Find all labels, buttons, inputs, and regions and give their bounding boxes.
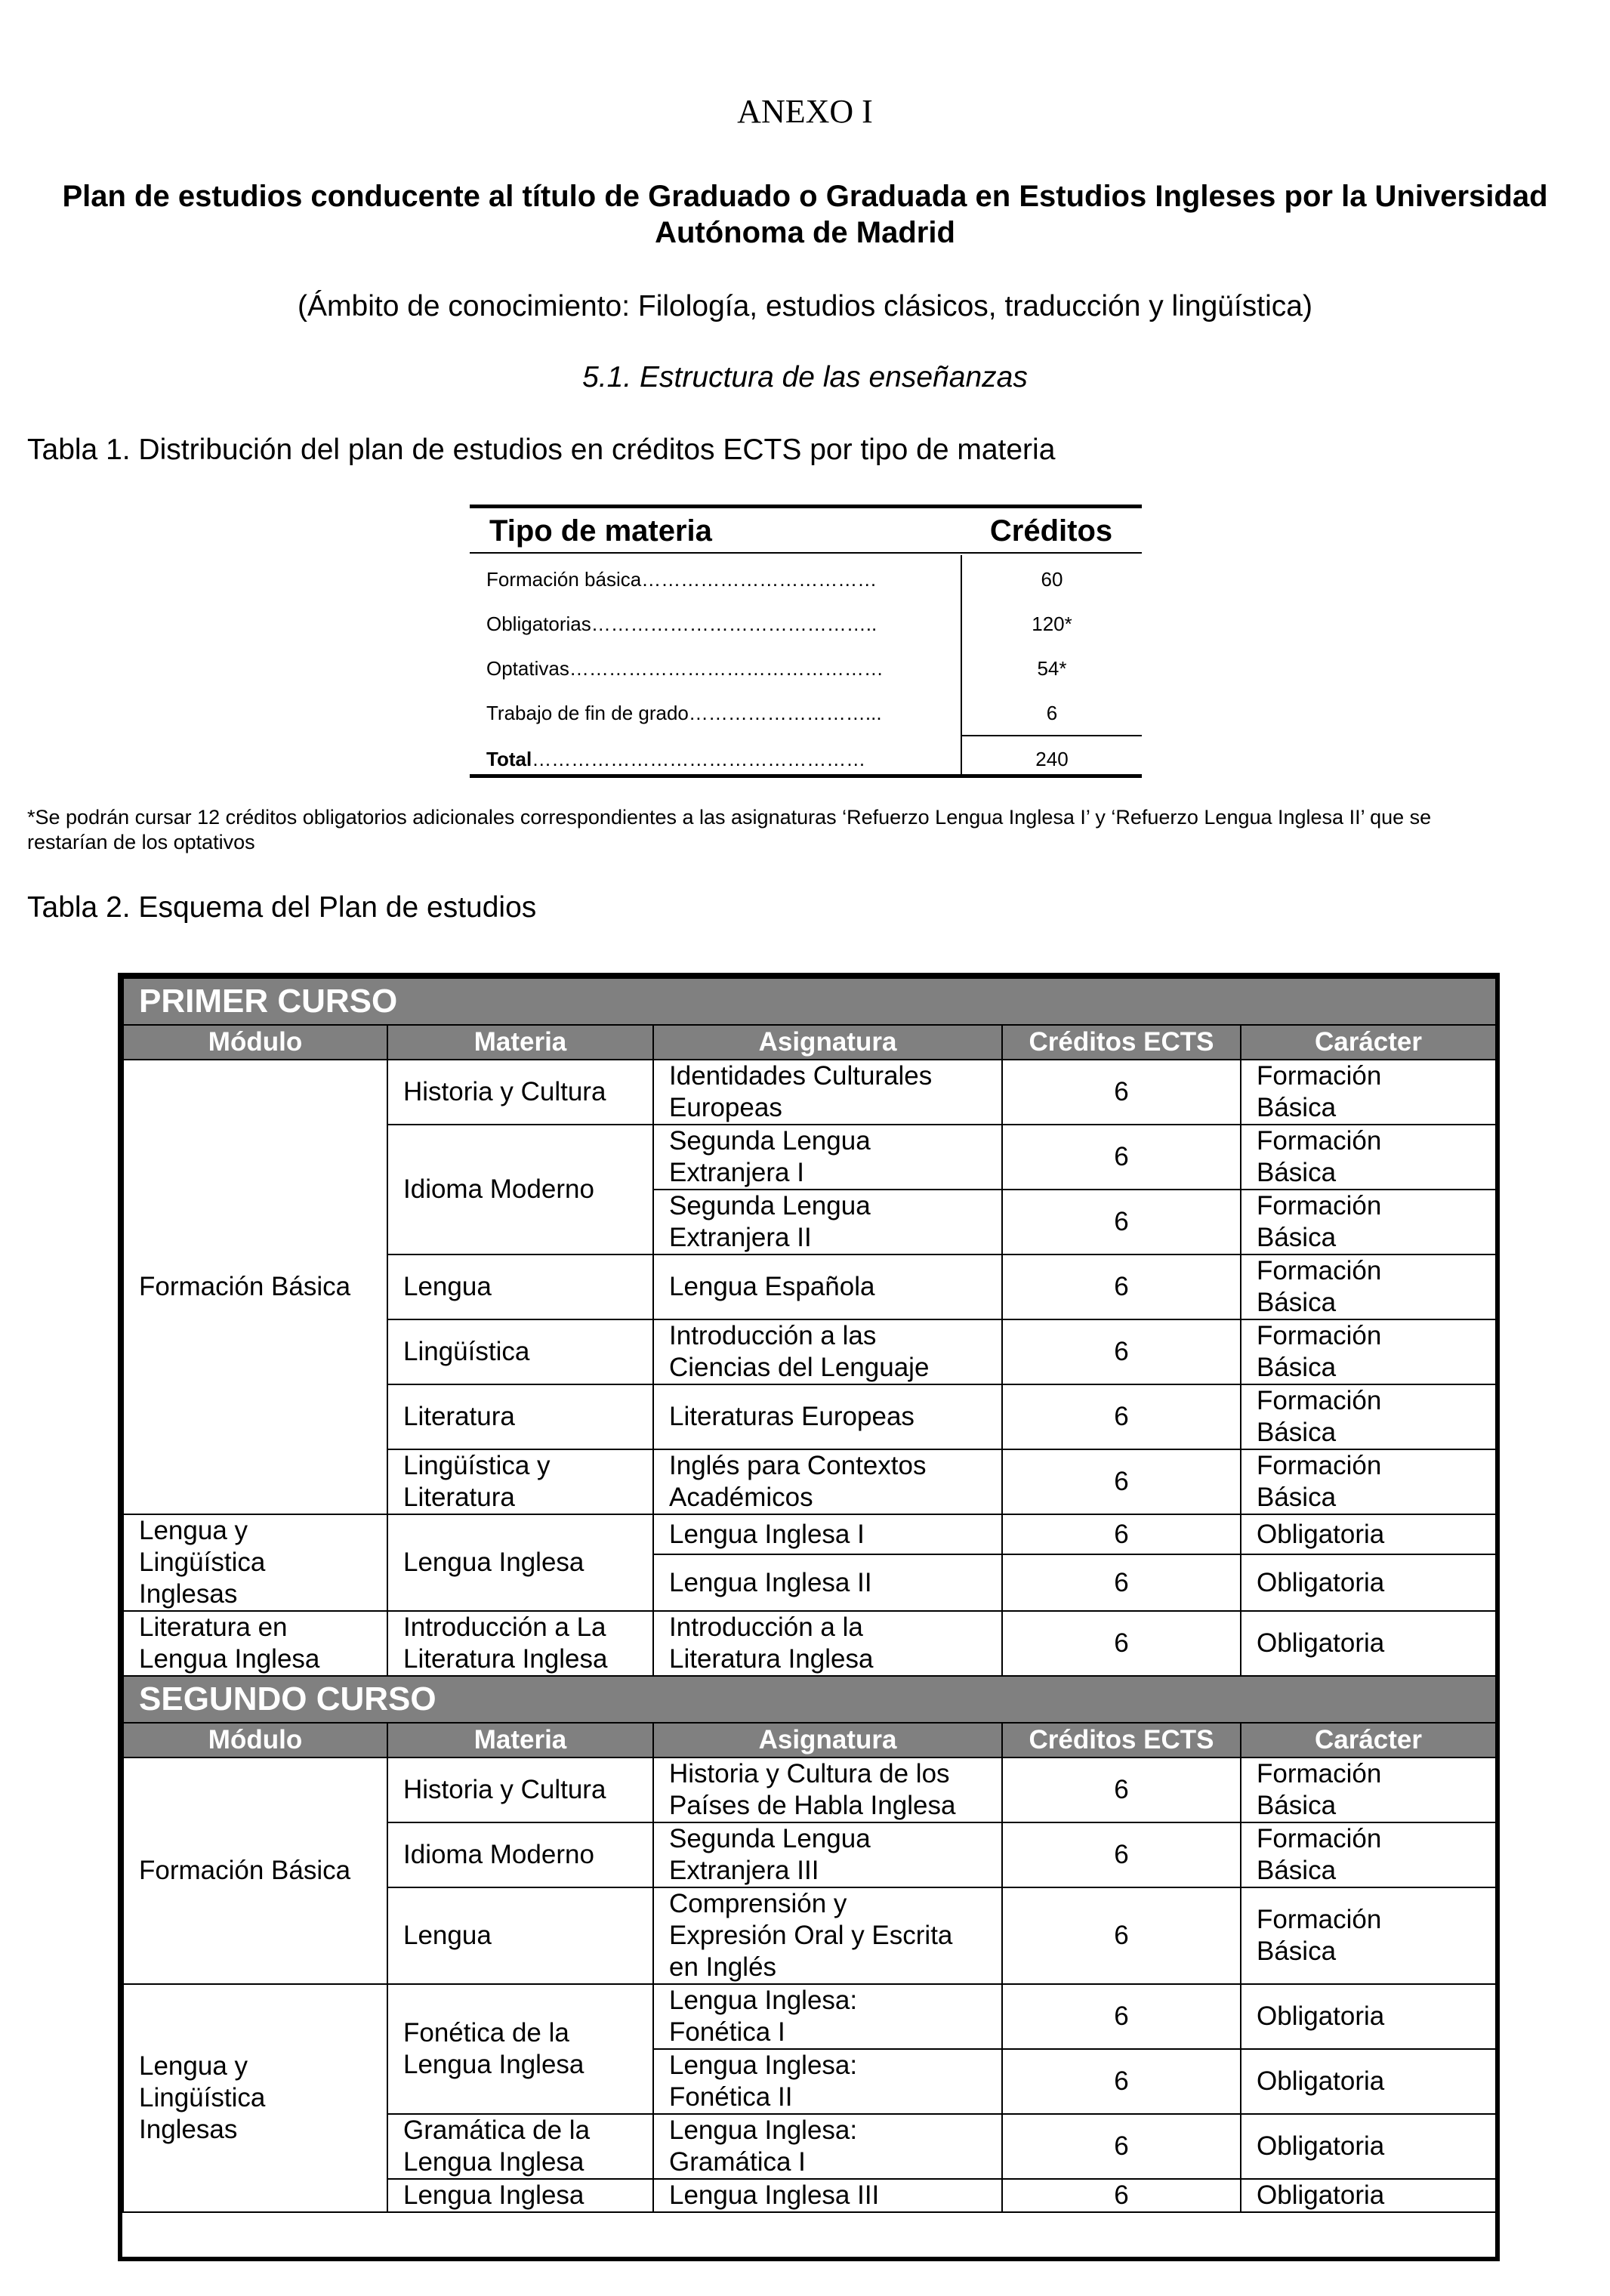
col-creditos: Créditos <box>989 514 1113 548</box>
modulo-formacion-basica: Formación Básica <box>123 1757 387 1984</box>
table-row: Segunda Lengua Extranjera II 6 Formación Básica <box>123 1190 1496 1254</box>
table-row: Lingüística y Literatura Inglés para Contextos Académicos 6 Formación Básica <box>123 1449 1496 1514</box>
table1-row: Obligatorias…………………………………….. 120* <box>486 613 1072 635</box>
col-tipo-materia: Tipo de materia <box>489 514 712 548</box>
title-line-2: Autónoma de Madrid <box>655 216 955 249</box>
document-title <box>23 178 1587 251</box>
table-row: Formación Básica Historia y Cultura Historia y Cultura de los Países de Habla Inglesa 6 Formación Básica <box>123 1757 1496 1822</box>
total-label: Total <box>486 748 532 770</box>
modulo-literatura: Literatura en Lengua Inglesa <box>123 1611 387 1676</box>
annex-title: ANEXO I <box>737 93 873 130</box>
table-row: Literatura en Lengua Inglesa Introducción a La Literatura Inglesa Introducción a la Literatura Inglesa 6 Obligatoria <box>123 1611 1496 1676</box>
knowledge-scope: (Ámbito de conocimiento: Filología, estudios clásicos, traducción y lingüística) <box>298 290 1312 322</box>
table2-caption: Tabla 2. Esquema del Plan de estudios <box>27 891 537 924</box>
modulo-formacion-basica: Formación Básica <box>123 1060 387 1514</box>
table-row: Formación Básica Historia y Cultura Identidades Culturales Europeas 6 Formación Básica <box>123 1060 1496 1125</box>
title-line-1: Plan de estudios conducente al título de Graduado o Graduada en Estudios Ingleses por la Universidad <box>62 180 1548 213</box>
segundo-curso-band: SEGUNDO CURSO <box>123 1676 1496 1723</box>
credits-distribution-table <box>470 505 1142 778</box>
modulo-lengua-linguistica: Lengua y Lingüística Inglesas <box>123 1514 387 1611</box>
table1-caption: Tabla 1. Distribución del plan de estudios en créditos ECTS por tipo de materia <box>27 434 1056 466</box>
footnote: *Se podrán cursar 12 créditos obligatorios adicionales correspondientes a las asignaturas ‘Refuerzo Lengua Inglesa I’ y ‘Refuerzo Lengua Inglesa II’ que se restarían de los optativos <box>27 806 1432 853</box>
column-header-row: Módulo Materia Asignatura Créditos ECTS Carácter <box>123 1723 1496 1757</box>
study-plan-table <box>118 973 1500 2261</box>
table-row: Idioma Moderno Segunda Lengua Extranjera I 6 Formación Básica <box>123 1125 1496 1190</box>
table1-row: Trabajo de fin de grado………………………... 6 <box>486 702 1058 724</box>
table-row: Literatura Literaturas Europeas 6 Formación Básica <box>123 1384 1496 1449</box>
table-row: Lengua Comprensión y Expresión Oral y Escrita en Inglés 6 Formación Básica <box>123 1887 1496 1984</box>
table-row: Lengua y Lingüística Inglesas Lengua Inglesa Lengua Inglesa I 6 Obligatoria <box>123 1514 1496 1554</box>
table1-row: Optativas………………………………………… 54* <box>486 657 1067 680</box>
modulo-lengua-linguistica: Lengua y Lingüística Inglesas <box>123 1984 387 2212</box>
column-header-row: Módulo Materia Asignatura Créditos ECTS Carácter <box>123 1025 1496 1060</box>
table-row: Gramática de la Lengua Inglesa Lengua Inglesa: Gramática I 6 Obligatoria <box>123 2114 1496 2179</box>
table-row: Lengua Inglesa Lengua Inglesa III 6 Obligatoria <box>123 2179 1496 2212</box>
table-row: Lengua y Lingüística Inglesas Fonética de la Lengua Inglesa Lengua Inglesa: Fonética I 6 Obligatoria <box>123 1984 1496 2049</box>
table1-row: Formación básica……………………………… 60 <box>486 568 1063 591</box>
table-row: Lengua Lengua Española 6 Formación Básica <box>123 1254 1496 1319</box>
primer-curso-band: PRIMER CURSO <box>123 978 1496 1025</box>
table-row: Lengua Inglesa II 6 Obligatoria <box>123 1554 1496 1611</box>
table1-header <box>470 508 1142 554</box>
table-row: Lingüística Introducción a las Ciencias del Lenguaje 6 Formación Básica <box>123 1319 1496 1384</box>
total-credits: 240 <box>1035 748 1069 770</box>
table-row: Lengua Inglesa: Fonética II 6 Obligatoria <box>123 2049 1496 2114</box>
section-heading: 5.1. Estructura de las enseñanzas <box>582 361 1028 393</box>
table1-total-row: Total…………………………………………… 240 <box>470 735 1142 779</box>
table-row: Idioma Moderno Segunda Lengua Extranjera III 6 Formación Básica <box>123 1822 1496 1887</box>
